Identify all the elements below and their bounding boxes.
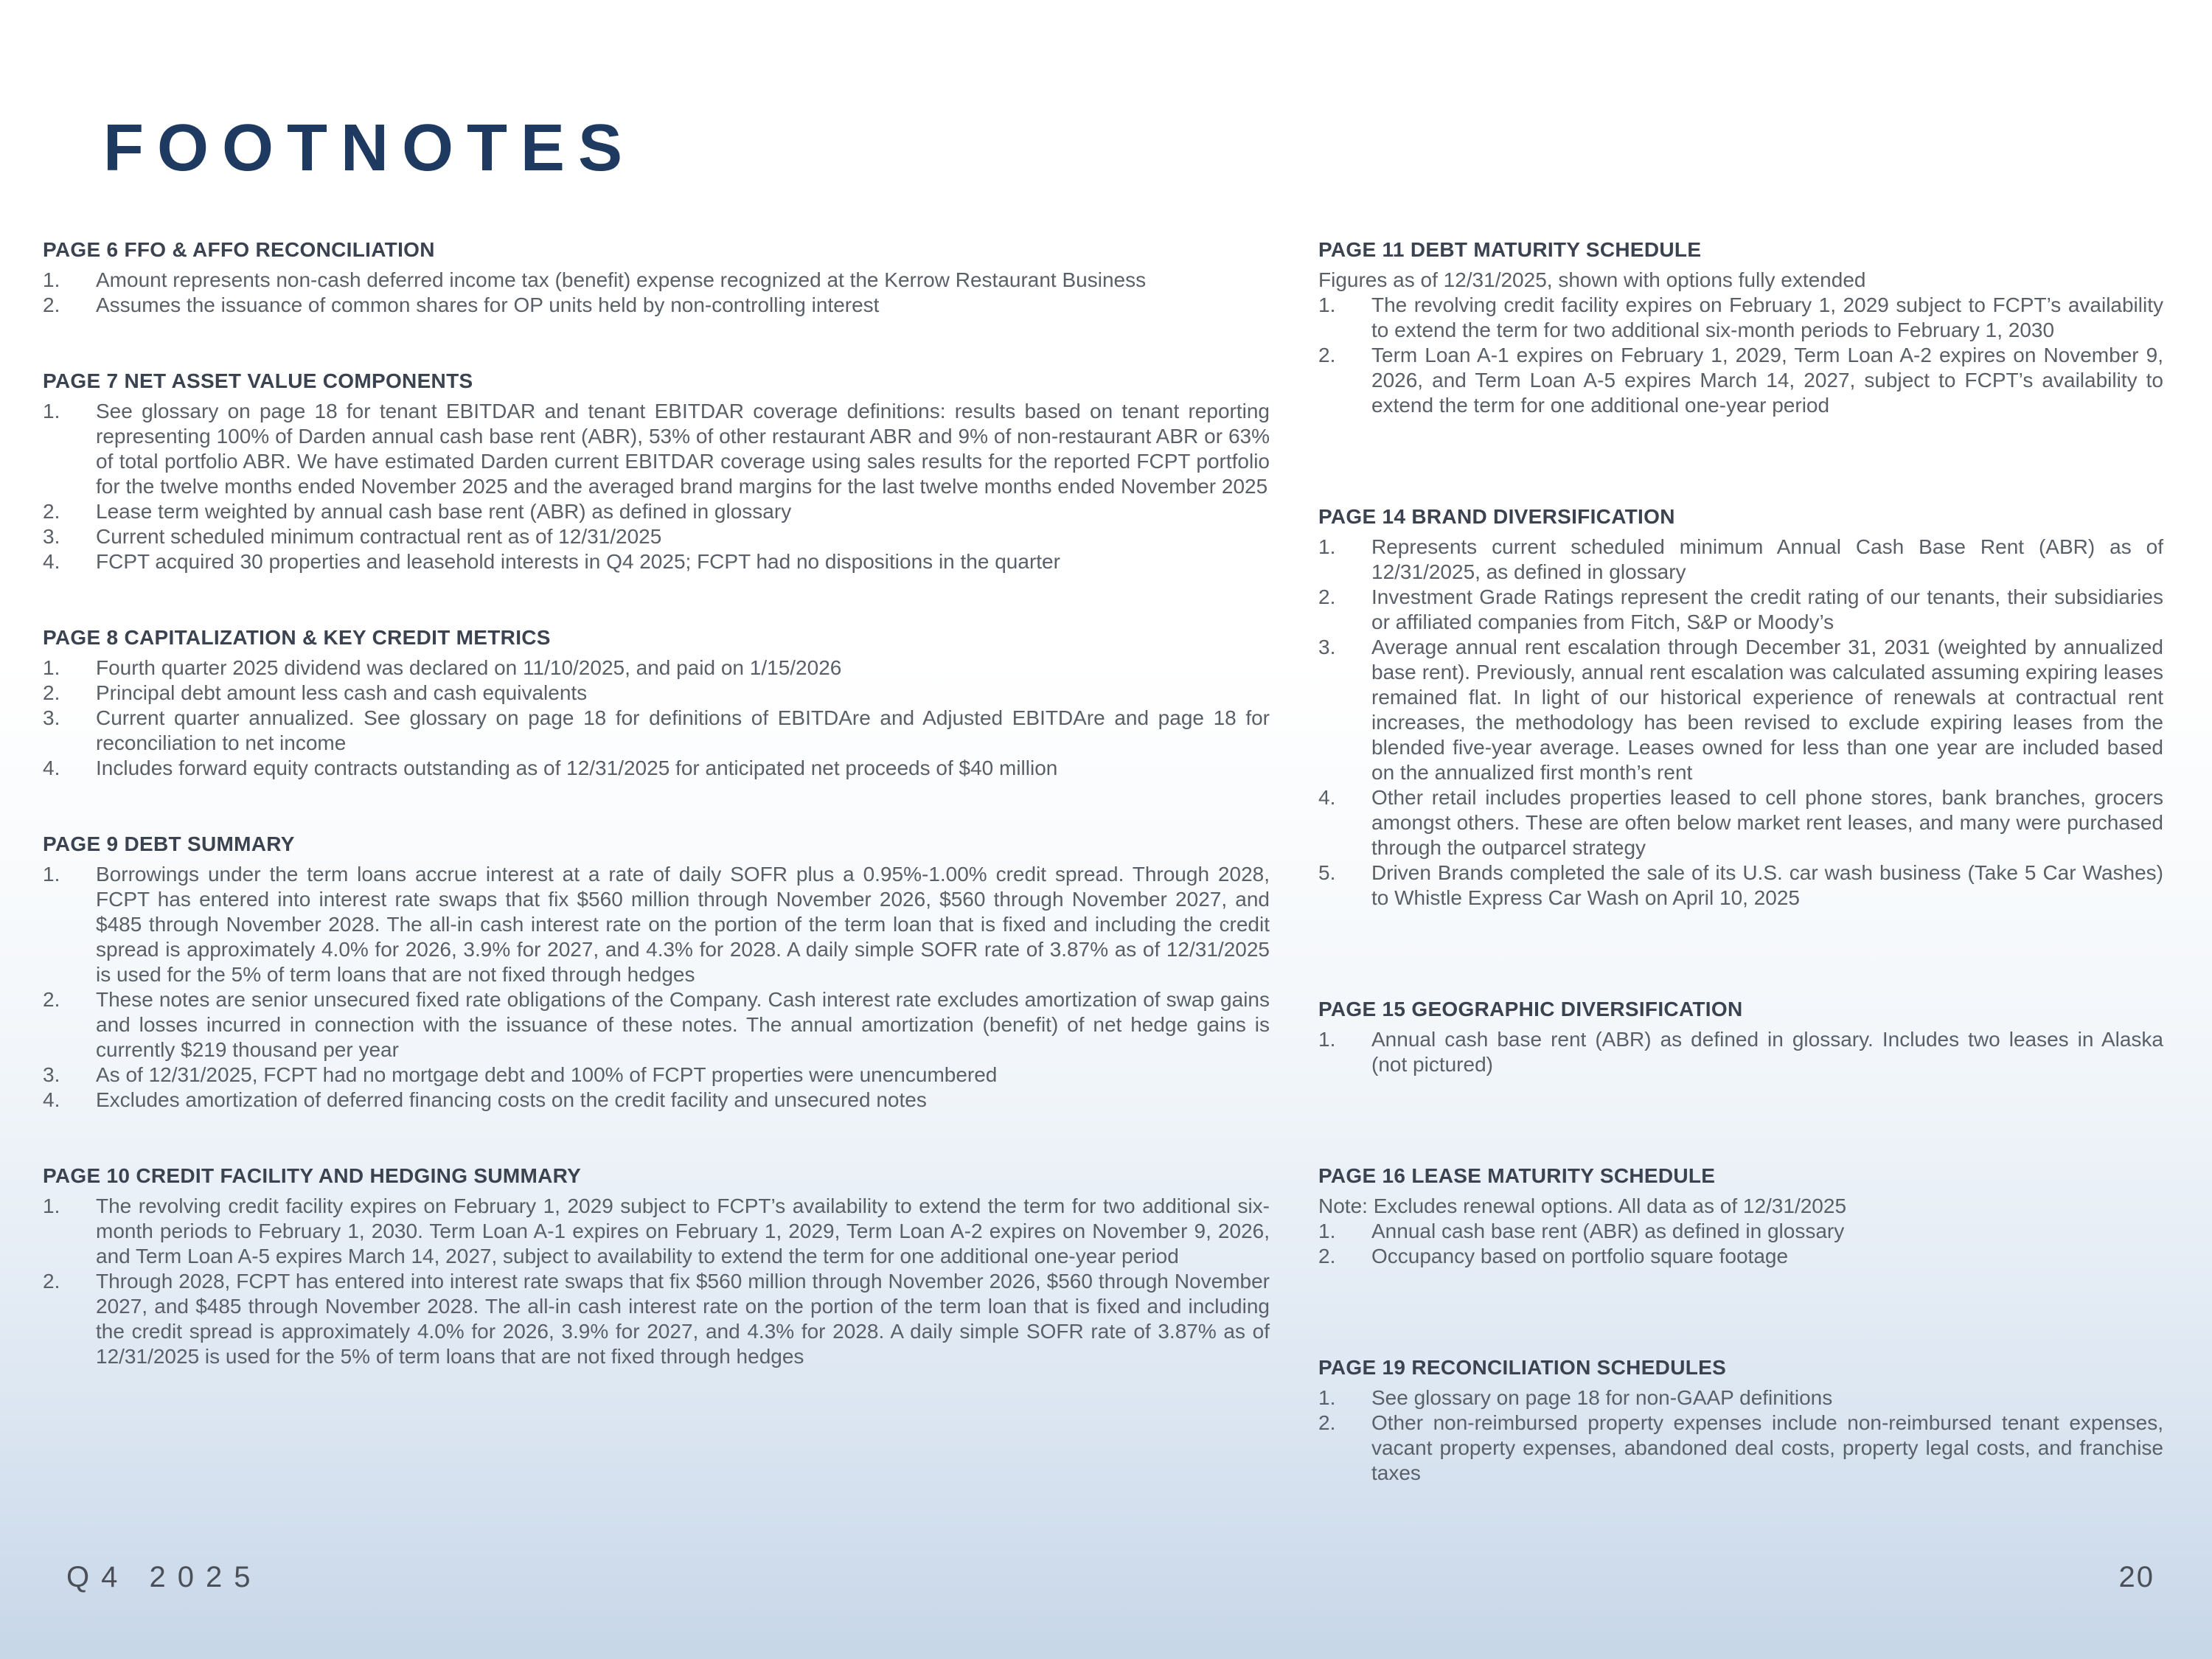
footnote-item: See glossary on page 18 for tenant EBITDAR and tenant EBITDAR coverage definitions: results based on tenant reporting representing 100% of Darden annual cash base rent (ABR), 53% of other restaurant ABR and 9% of non-restaurant ABR or 63% of total portfolio ABR. We have estimated Darden current EBITDAR coverage using sales results for the reported FCPT portfolio for the twelve months ended November 2025 and the averaged brand margins for the last twelve months ended November 2025 xyxy=(96,400,1270,498)
footnote-section xyxy=(43,626,1270,781)
footnote-item: Excludes amortization of deferred financing costs on the credit facility and unsecured notes xyxy=(96,1088,927,1111)
footnote-list xyxy=(43,399,1270,574)
footnote-section xyxy=(43,369,1270,574)
footnote-item: Amount represents non-cash deferred income tax (benefit) expense recognized at the Kerrow Restaurant Business xyxy=(96,268,1147,291)
footnote-section xyxy=(1318,1164,2163,1269)
right-column xyxy=(1318,238,2163,1573)
footnote-list xyxy=(1318,1027,2163,1077)
section-heading: PAGE 15 GEOGRAPHIC DIVERSIFICATION xyxy=(1318,998,1743,1020)
footnote-list xyxy=(1318,293,2163,418)
section-heading: PAGE 19 RECONCILIATION SCHEDULES xyxy=(1318,1356,1727,1379)
footnote-section xyxy=(43,1164,1270,1369)
footnote-list xyxy=(43,655,1270,781)
section-heading: PAGE 6 FFO & AFFO RECONCILIATION xyxy=(43,238,435,261)
footnote-item: Represents current scheduled minimum Annual Cash Base Rent (ABR) as of 12/31/2025, as defined in glossary xyxy=(1371,535,2163,583)
footnote-item: Assumes the issuance of common shares for OP units held by non-controlling interest xyxy=(96,293,880,316)
footnote-item: Includes forward equity contracts outstanding as of 12/31/2025 for anticipated net proceeds of $40 million xyxy=(96,757,1058,779)
footnote-item: Current quarter annualized. See glossary on page 18 for definitions of EBITDAre and Adjusted EBITDAre and page 18 for reconciliation to net income xyxy=(96,706,1270,754)
section-heading: PAGE 9 DEBT SUMMARY xyxy=(43,832,295,855)
footnote-item: Annual cash base rent (ABR) as defined in glossary. Includes two leases in Alaska (not pictured) xyxy=(1371,1028,2163,1076)
footnote-item: Other retail includes properties leased to cell phone stores, bank branches, grocers amongst others. These are often below market rent leases, and many were purchased through the outparcel strategy xyxy=(1371,786,2163,859)
footnote-section xyxy=(1318,505,2163,911)
footnote-item: Annual cash base rent (ABR) as defined in glossary xyxy=(1371,1220,1845,1242)
section-heading: PAGE 16 LEASE MATURITY SCHEDULE xyxy=(1318,1164,1716,1187)
footnote-list xyxy=(1318,1219,2163,1269)
footnote-item: Investment Grade Ratings represent the credit rating of our tenants, their subsidiaries or affiliated companies from Fitch, S&P or Moody’s xyxy=(1371,585,2163,633)
footnote-item: Through 2028, FCPT has entered into interest rate swaps that fix $560 million through November 2026, $560 through November 2027, and $485 through November 2028. The all-in cash interest rate on the portion of the term loan that is fixed and including the credit spread is approximately 4.0% for 2026, 3.9% for 2027, and 4.3% for 2028. A daily simple SOFR rate of 3.87% as of 12/31/2025 is used for the 5% of term loans that are not fixed through hedges xyxy=(96,1270,1270,1368)
footnote-item: Lease term weighted by annual cash base rent (ABR) as defined in glossary xyxy=(96,500,792,523)
slide-footer xyxy=(0,1561,2212,1594)
footnote-item: Principal debt amount less cash and cash equivalents xyxy=(96,681,588,704)
footnote-item: These notes are senior unsecured fixed rate obligations of the Company. Cash interest rate excludes amortization of swap gains and losses incurred in connection with the issuance of these notes. The annual amortization (benefit) of net hedge gains is currently $219 thousand per year xyxy=(96,988,1270,1061)
footnote-item: FCPT acquired 30 properties and leasehold interests in Q4 2025; FCPT had no dispositions in the quarter xyxy=(96,550,1060,573)
footnote-item: Average annual rent escalation through December 31, 2031 (weighted by annualized base rent). Previously, annual rent escalation was calculated assuming expiring leases remained flat. In light of our historical experience of renewals at contractual rent increases, the methodology has been revised to exclude expiring leases from the blended five-year average. Leases owned for less than one year are included based on the annualized first month’s rent xyxy=(1371,636,2163,784)
footnote-list xyxy=(1318,1385,2163,1486)
footnote-list xyxy=(43,1194,1270,1369)
footnote-item: The revolving credit facility expires on February 1, 2029 subject to FCPT’s availability to extend the term for two additional six-month periods to February 1, 2030. Term Loan A-1 expires on February 1, 2029, Term Loan A-2 expires on November 9, 2026, and Term Loan A-5 expires March 14, 2027, subject to availability to extend the term for one additional one-year period xyxy=(96,1194,1270,1267)
section-note: Note: Excludes renewal options. All data as of 12/31/2025 xyxy=(1318,1194,1847,1217)
footnote-section xyxy=(43,832,1270,1113)
footnote-section xyxy=(1318,238,2163,418)
footnote-item: Current scheduled minimum contractual rent as of 12/31/2025 xyxy=(96,525,662,548)
footnote-item: Driven Brands completed the sale of its U.S. car wash business (Take 5 Car Washes) to Whistle Express Car Wash on April 10, 2025 xyxy=(1371,861,2163,909)
footnote-item: Borrowings under the term loans accrue interest at a rate of daily SOFR plus a 0.95%-1.00% credit spread. Through 2028, FCPT has entered into interest rate swaps that fix $560 million through November 2026, $560 through November 2027, and $485 through November 2028. The all-in cash interest rate on the portion of the term loan that is fixed and including the credit spread is approximately 4.0% for 2026, 3.9% for 2027, and 4.3% for 2028. A daily simple SOFR rate of 3.87% as of 12/31/2025 is used for the 5% of term loans that are not fixed through hedges xyxy=(96,863,1270,986)
footnote-item: Other non-reimbursed property expenses include non-reimbursed tenant expenses, vacant property expenses, abandoned deal costs, property legal costs, and franchise taxes xyxy=(1371,1411,2163,1484)
section-heading: PAGE 8 CAPITALIZATION & KEY CREDIT METRICS xyxy=(43,626,551,649)
footnote-section xyxy=(43,238,1270,318)
footnotes-columns xyxy=(0,238,2212,1573)
footnote-item: Term Loan A-1 expires on February 1, 2029, Term Loan A-2 expires on November 9, 2026, and Term Loan A-5 expires March 14, 2027, subject to FCPT’s availability to extend the term for one additional one-year period xyxy=(1371,344,2163,417)
footnote-list xyxy=(43,268,1270,318)
footnote-item: See glossary on page 18 for non-GAAP definitions xyxy=(1371,1386,1833,1409)
footnote-section xyxy=(1318,998,2163,1077)
page-title: FOOTNOTES xyxy=(103,111,636,185)
footnote-list xyxy=(1318,535,2163,911)
section-heading: PAGE 7 NET ASSET VALUE COMPONENTS xyxy=(43,369,473,392)
section-heading: PAGE 14 BRAND DIVERSIFICATION xyxy=(1318,505,1675,528)
left-column xyxy=(43,238,1270,1573)
footer-page-number: 20 xyxy=(2118,1561,2154,1593)
section-note: Figures as of 12/31/2025, shown with options fully extended xyxy=(1318,268,1866,291)
footnote-item: As of 12/31/2025, FCPT had no mortgage debt and 100% of FCPT properties were unencumbered xyxy=(96,1063,998,1086)
section-heading: PAGE 10 CREDIT FACILITY AND HEDGING SUMMARY xyxy=(43,1164,582,1187)
footnote-item: Occupancy based on portfolio square footage xyxy=(1371,1245,1789,1267)
footnote-item: The revolving credit facility expires on February 1, 2029 subject to FCPT’s availability to extend the term for two additional six-month periods to February 1, 2030 xyxy=(1371,293,2163,341)
section-heading: PAGE 11 DEBT MATURITY SCHEDULE xyxy=(1318,238,1702,261)
footnote-list xyxy=(43,862,1270,1113)
footnote-item: Fourth quarter 2025 dividend was declared on 11/10/2025, and paid on 1/15/2026 xyxy=(96,656,842,679)
footer-quarter-label: Q4 2025 xyxy=(66,1561,262,1593)
footnote-section xyxy=(1318,1356,2163,1486)
